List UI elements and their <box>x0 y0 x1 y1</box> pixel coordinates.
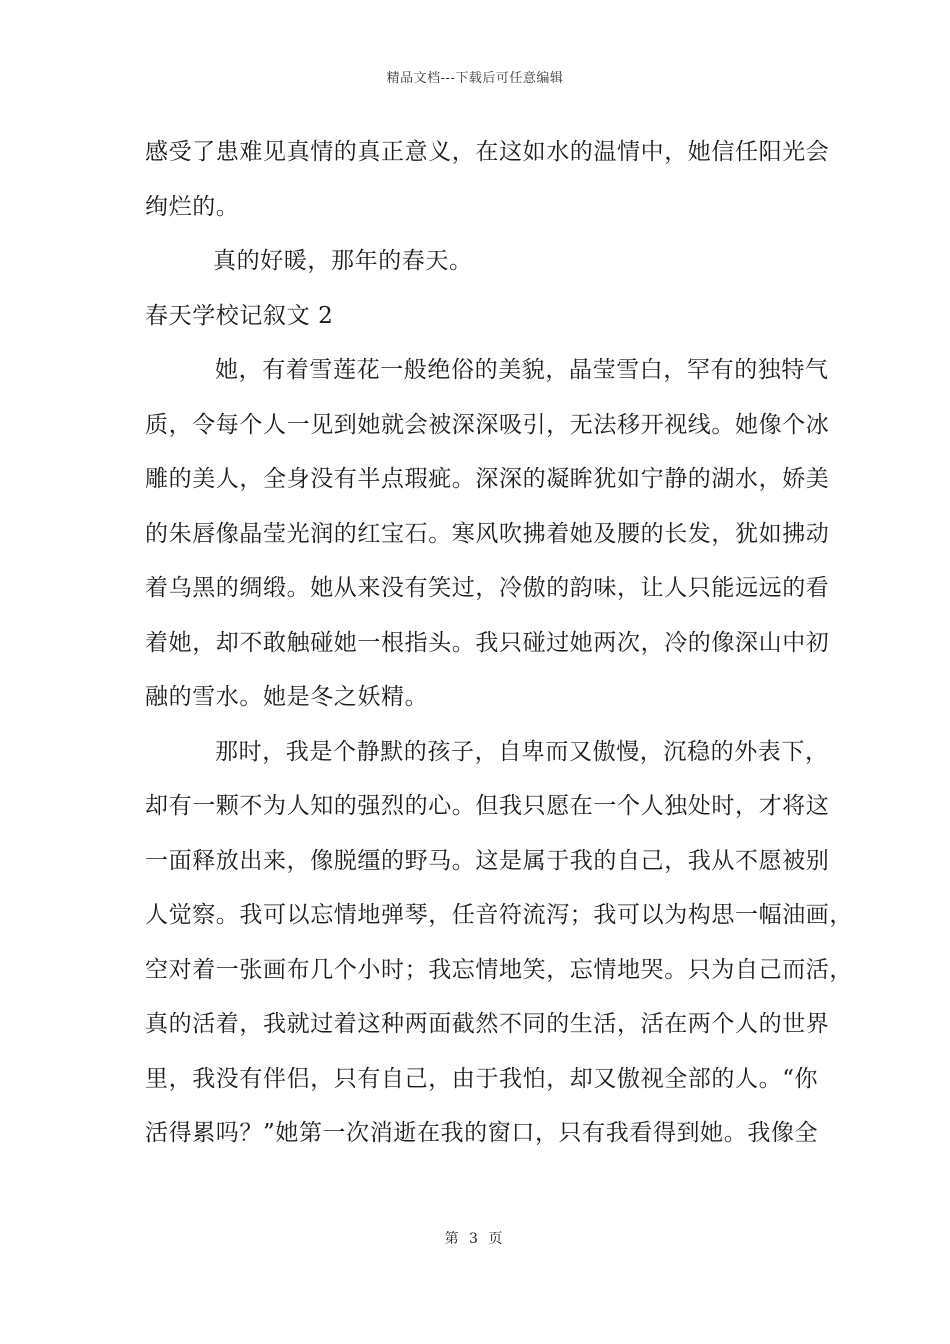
section-heading: 春天学校记叙文 2 <box>145 302 334 329</box>
page-number: 第 3 页 <box>444 1231 506 1247</box>
text-line: 真的好暖，那年的春天。 <box>213 248 473 274</box>
page-header: 精品文档---下载后可任意编辑 <box>386 71 564 86</box>
text-line: 着她，却不敢触碰她一根指头。我只碰过她两次，冷的像深山中初 <box>145 629 830 656</box>
text-line: 感受了患难见真情的真正意义，在这如水的温情中，她信任阳光会 <box>145 139 830 165</box>
text-line: 的朱唇像晶莹光润的红宝石。寒风吹拂着她及腰的长发，犹如拂动 <box>145 520 830 547</box>
text-line: 融的雪水。她是冬之妖精。 <box>145 684 429 710</box>
text-line: 质，令每个人一见到她就会被深深吸引，无法移开视线。她像个冰 <box>145 411 830 438</box>
text-line: 空对着一张画布几个小时；我忘情地笑，忘情地哭。只为自己而活， <box>145 956 853 983</box>
text-line: 雕的美人，全身没有半点瑕疵。深深的凝眸犹如宁静的湖水，娇美 <box>145 466 830 492</box>
text-line: 却有一颗不为人知的强烈的心。但我只愿在一个人独处时，才将这 <box>145 793 830 819</box>
document-body <box>145 130 853 1166</box>
text-line: 活得累吗？”她第一次消逝在我的窗口，只有我看得到她。我像全 <box>145 1120 819 1146</box>
text-line: 那时，我是个静默的孩子，自卑而又傲慢，沉稳的外表下， <box>215 738 829 765</box>
text-line: 她，有着雪莲花一般绝俗的美貌，晶莹雪白，罕有的独特气 <box>215 357 829 383</box>
text-line: 人觉察。我可以忘情地弹琴，任音符流泻；我可以为构思一幅油画， <box>145 902 853 928</box>
text-line: 绚烂的。 <box>145 193 240 220</box>
text-line: 真的活着，我就过着这种两面截然不同的生活，活在两个人的世界 <box>145 1011 830 1037</box>
text-line: 里，我没有伴侣，只有自己，由于我怕，却又傲视全部的人。“你 <box>145 1065 819 1092</box>
text-line: 着乌黑的绸缎。她从来没有笑过，冷傲的韵味，让人只能远远的看 <box>145 575 830 601</box>
text-line: 一面释放出来，像脱缰的野马。这是属于我的自己，我从不愿被别 <box>145 847 830 874</box>
